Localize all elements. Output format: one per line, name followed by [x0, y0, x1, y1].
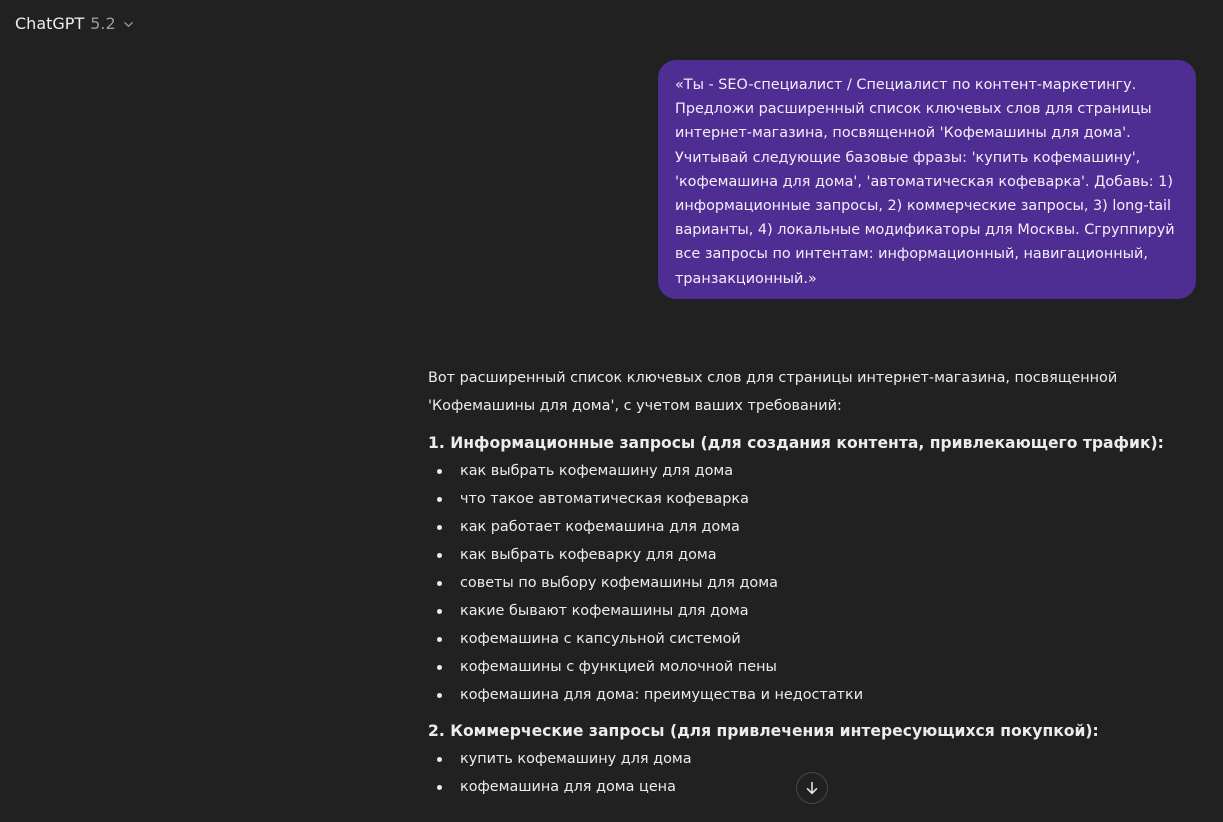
keyword-list-commercial	[428, 745, 1148, 801]
keyword-list-informational	[428, 457, 1148, 709]
model-selector[interactable]	[15, 11, 134, 35]
section-heading-informational: 1. Информационные запросы (для создания контента, привлекающего трафик):	[428, 434, 1164, 452]
assistant-message	[428, 364, 1164, 801]
user-message-bubble: «Ты - SEO-специалист / Специалист по контент-маркетингу. Предложи расширенный список ключевых слов для страницы интернет-магазина, посвященной 'Кофемашины для дома'. Учитывай следующие базовые фразы: 'купить кофемашину', 'кофемашина для дома', 'автоматическая кофеварка'. Добавь: 1) информационные запросы, 2) коммерческие запросы, 3) long-tail варианты, 4) локальные модификаторы для Москвы. Сгруппируй все запросы по интентам: информационный, навигационный, транзакционный.»	[658, 60, 1196, 299]
model-version: 5.2	[90, 13, 116, 33]
assistant-intro: Вот расширенный список ключевых слов для страницы интернет-магазина, посвященной 'Кофемашины для дома', с учетом ваших требований:	[428, 370, 1118, 414]
chevron-down-icon	[123, 19, 134, 30]
arrow-down-icon	[804, 780, 820, 796]
list-item: что такое автоматическая кофеварка	[428, 485, 1148, 513]
list-item: кофемашины с функцией молочной пены	[428, 653, 1148, 681]
list-item: кофемашина для дома цена	[428, 773, 1148, 801]
list-item: советы по выбору кофемашины для дома	[428, 569, 1148, 597]
scroll-to-bottom-button[interactable]	[796, 772, 828, 804]
list-item: как выбрать кофеварку для дома	[428, 541, 1148, 569]
app-name: ChatGPT	[15, 13, 85, 33]
list-item: купить кофемашину для дома	[428, 745, 1148, 773]
list-item: кофемашина для дома: преимущества и недостатки	[428, 681, 1148, 709]
list-item: как работает кофемашина для дома	[428, 513, 1148, 541]
list-item: как выбрать кофемашину для дома	[428, 457, 1148, 485]
list-item: какие бывают кофемашины для дома	[428, 597, 1148, 625]
section-heading-commercial: 2. Коммерческие запросы (для привлечения интересующихся покупкой):	[428, 722, 1099, 740]
list-item: кофемашина с капсульной системой	[428, 625, 1148, 653]
